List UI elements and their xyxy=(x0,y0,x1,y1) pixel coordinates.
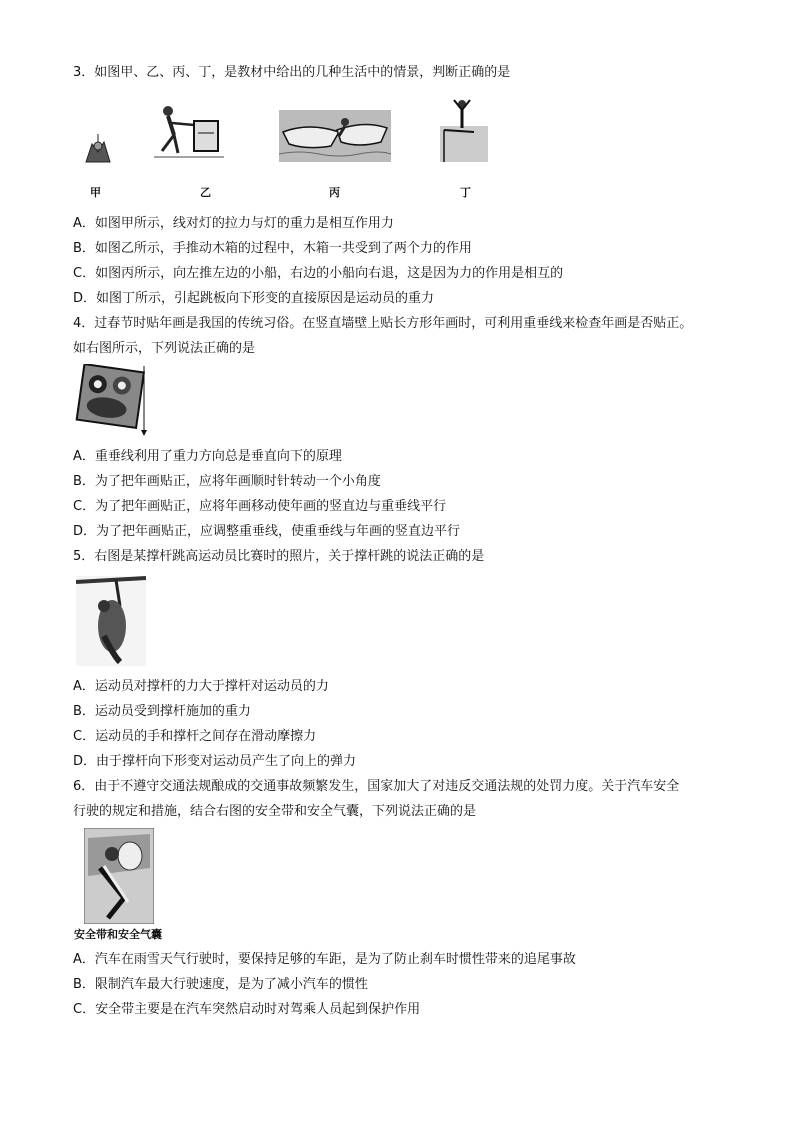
q3-caption-jia: 甲 xyxy=(90,186,101,199)
q3-option-a: A．如图甲所示，线对灯的拉力与灯的重力是相互作用力 xyxy=(73,216,394,231)
q3-figure-bing-boats xyxy=(279,110,391,162)
q3-figure-jia-lamp xyxy=(80,134,116,164)
q6-option-b: B．限制汽车最大行驶速度，是为了减小汽车的惯性 xyxy=(73,977,368,992)
q3-caption-ding: 丁 xyxy=(460,186,471,199)
q6-option-a: A．汽车在雨雪天气行驶时，要保持足够的车距，是为了防止刹车时惯性带来的追尾事故 xyxy=(73,952,576,967)
q5-option-b: B．运动员受到撑杆施加的重力 xyxy=(73,704,251,719)
q5-option-c: C．运动员的手和撑杆之间存在滑动摩擦力 xyxy=(73,729,317,744)
q3-option-d: D．如图丁所示，引起跳板向下形变的直接原因是运动员的重力 xyxy=(73,291,435,306)
q6-stem-line2: 行驶的规定和措施，结合右图的安全带和安全气囊，下列说法正确的是 xyxy=(73,804,477,819)
q3-caption-bing: 丙 xyxy=(329,186,340,199)
q4-stem-line2: 如右图所示，下列说法正确的是 xyxy=(73,341,256,356)
q5-option-a: A．运动员对撑杆的力大于撑杆对运动员的力 xyxy=(73,679,329,694)
q3-caption-yi: 乙 xyxy=(200,186,211,199)
q4-option-c: C．为了把年画贴正，应将年画移动使年画的竖直边与重垂线平行 xyxy=(73,499,447,514)
q6-figure-caption: 安全带和安全气囊 xyxy=(74,928,162,941)
q3-figure-ding-diving xyxy=(440,98,488,162)
q3-option-b: B．如图乙所示，手推动木箱的过程中，木箱一共受到了两个力的作用 xyxy=(73,241,472,256)
q4-option-d: D．为了把年画贴正，应调整重垂线，使重垂线与年画的竖直边平行 xyxy=(73,524,461,539)
q3-figure-yi-pushing-box xyxy=(154,103,224,161)
q6-stem-line1: 6．由于不遵守交通法规酿成的交通事故频繁发生，国家加大了对违反交通法规的处罚力度。关于汽车安全 xyxy=(73,779,680,794)
q3-option-c: C．如图丙所示，向左推左边的小船，右边的小船向右退，这是因为力的作用是相互的 xyxy=(73,266,564,281)
q5-stem: 5．右图是某撑杆跳高运动员比赛时的照片，关于撑杆跳的说法正确的是 xyxy=(73,549,485,564)
q4-stem-line1: 4．过春节时贴年画是我国的传统习俗。在竖直墙壁上贴长方形年画时，可利用重垂线来检查年画是否贴正。 xyxy=(73,316,693,331)
q3-stem: 3．如图甲、乙、丙、丁，是教材中给出的几种生活中的情景，判断正确的是 xyxy=(73,65,511,80)
q6-figure-seatbelt-airbag xyxy=(84,828,154,924)
q4-figure-new-year-picture xyxy=(74,364,150,440)
q4-option-b: B．为了把年画贴正，应将年画顺时针转动一个小角度 xyxy=(73,474,381,489)
q4-option-a: A．重垂线利用了重力方向总是垂直向下的原理 xyxy=(73,449,342,464)
q5-figure-pole-vault xyxy=(76,576,146,666)
q6-option-c: C．安全带主要是在汽车突然启动时对驾乘人员起到保护作用 xyxy=(73,1002,421,1017)
q5-option-d: D．由于撑杆向下形变对运动员产生了向上的弹力 xyxy=(73,754,357,769)
